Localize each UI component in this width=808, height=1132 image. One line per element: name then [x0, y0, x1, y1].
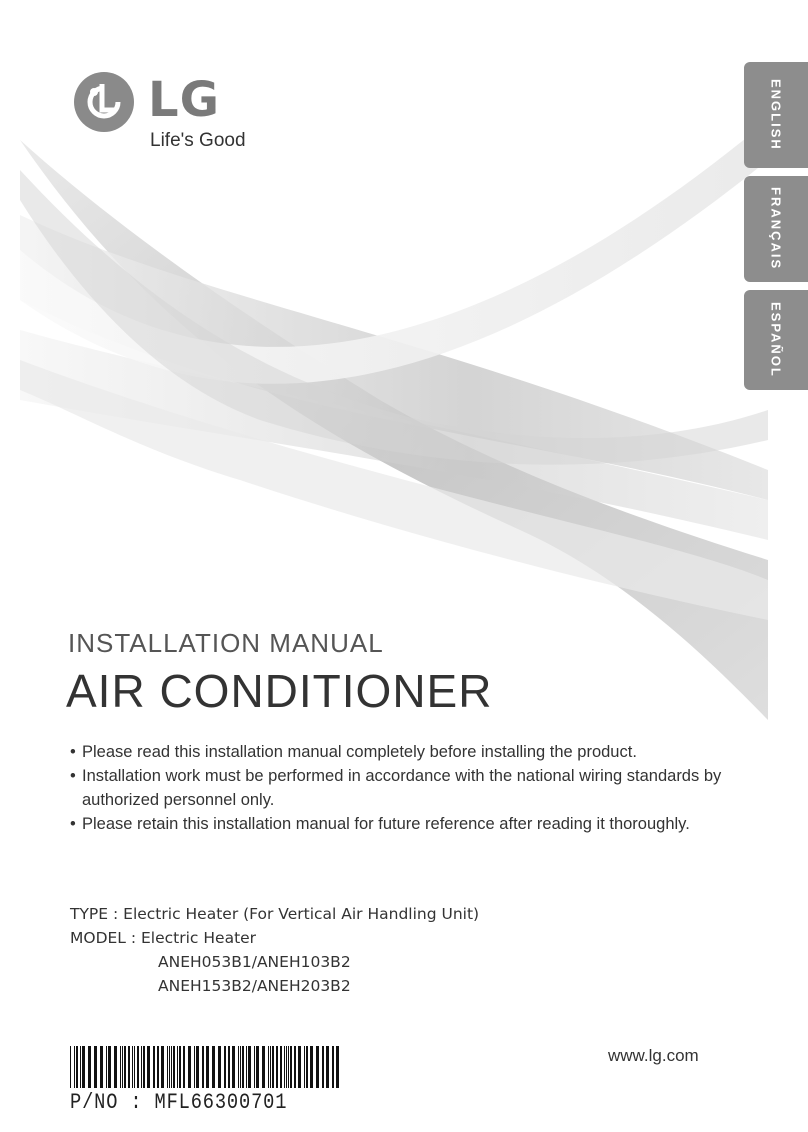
- website-url: www.lg.com: [608, 1046, 699, 1065]
- barcode-bar: [141, 1046, 142, 1088]
- barcode-bar: [280, 1046, 282, 1088]
- barcode-bar: [76, 1046, 78, 1088]
- barcode-bar: [80, 1046, 81, 1088]
- barcode-bar: [262, 1046, 265, 1088]
- manual-subtitle: INSTALLATION MANUAL: [68, 628, 384, 658]
- barcode-bar: [147, 1046, 150, 1088]
- tab-english[interactable]: [744, 62, 808, 168]
- barcode-bar: [106, 1046, 107, 1088]
- barcode-bar: [137, 1046, 139, 1088]
- barcode-bar: [194, 1046, 195, 1088]
- barcode-bar: [94, 1046, 97, 1088]
- barcode-bar: [134, 1046, 135, 1088]
- model-numbers-1: ANEH053B1/ANEH103B2: [158, 953, 351, 971]
- tab-english-label: ENGLISH: [768, 79, 784, 151]
- barcode-bar: [238, 1046, 239, 1088]
- barcode-bar: [310, 1046, 313, 1088]
- model-numbers-2: ANEH153B2/ANEH203B2: [158, 977, 351, 995]
- barcode-bar: [143, 1046, 145, 1088]
- barcode-bar: [88, 1046, 91, 1088]
- barcode-bar: [188, 1046, 191, 1088]
- barcode-bar: [286, 1046, 287, 1088]
- barcode-bar: [290, 1046, 292, 1088]
- barcode-bar: [268, 1046, 269, 1088]
- barcode-bar: [288, 1046, 289, 1088]
- barcode-bar: [153, 1046, 155, 1088]
- barcode-bar: [232, 1046, 235, 1088]
- barcode-bar: [326, 1046, 329, 1088]
- barcode-bar: [74, 1046, 75, 1088]
- barcode-bar: [124, 1046, 126, 1088]
- barcode-bar: [132, 1046, 133, 1088]
- note-item: • Installation work must be performed in accordance with the national wiring standards by authorized personnel only.: [70, 764, 740, 812]
- barcode-bar: [202, 1046, 204, 1088]
- barcode-bar: [294, 1046, 296, 1088]
- brand-name: LG: [148, 72, 220, 128]
- barcode-bar: [228, 1046, 230, 1088]
- part-number: P/NO : MFL66300701: [70, 1090, 288, 1115]
- barcode-bar: [298, 1046, 301, 1088]
- barcode-bar: [171, 1046, 172, 1088]
- barcode-bar: [108, 1046, 111, 1088]
- barcode-bar: [256, 1046, 259, 1088]
- barcode-bar: [167, 1046, 168, 1088]
- type-line: TYPE : Electric Heater (For Vertical Air Handling Unit): [70, 905, 480, 923]
- barcode-bar: [242, 1046, 244, 1088]
- tab-espanol-label: ESPAÑOL: [768, 302, 784, 378]
- note-item: • Please retain this installation manual for future reference after reading it thoroughly.: [70, 812, 740, 836]
- barcode-graphic: [70, 1046, 340, 1088]
- barcode-bar: [224, 1046, 226, 1088]
- barcode-bar: [306, 1046, 308, 1088]
- barcode-bar: [248, 1046, 251, 1088]
- tab-francais-label: FRANÇAIS: [768, 187, 784, 271]
- barcode-bar: [120, 1046, 121, 1088]
- model-line: MODEL : Electric Heater: [70, 929, 257, 947]
- barcode-bar: [246, 1046, 247, 1088]
- barcode-bar: [272, 1046, 274, 1088]
- manual-title: AIR CONDITIONER: [66, 665, 493, 717]
- barcode-bar: [336, 1046, 339, 1088]
- barcode-bar: [177, 1046, 178, 1088]
- barcode-bar: [169, 1046, 170, 1088]
- barcode-bar: [212, 1046, 215, 1088]
- barcode-bar: [218, 1046, 221, 1088]
- barcode-bar: [128, 1046, 130, 1088]
- product-spec: [70, 902, 479, 998]
- note-item: • Please read this installation manual completely before installing the product.: [70, 740, 740, 764]
- barcode-bar: [304, 1046, 305, 1088]
- barcode-bar: [122, 1046, 123, 1088]
- brand-logo: [72, 70, 262, 160]
- barcode-bar: [100, 1046, 103, 1088]
- barcode-bar: [270, 1046, 271, 1088]
- barcode-bar: [70, 1046, 71, 1088]
- barcode-bar: [284, 1046, 285, 1088]
- barcode-bar: [196, 1046, 199, 1088]
- barcode-bar: [254, 1046, 255, 1088]
- barcode-bar: [183, 1046, 185, 1088]
- barcode-bar: [206, 1046, 209, 1088]
- tab-espanol[interactable]: [744, 290, 808, 390]
- barcode-bar: [173, 1046, 175, 1088]
- tab-francais[interactable]: [744, 176, 808, 282]
- lg-face-logo-icon: [72, 70, 136, 134]
- barcode-bar: [82, 1046, 85, 1088]
- barcode-bar: [161, 1046, 164, 1088]
- barcode-bar: [276, 1046, 278, 1088]
- brand-tagline: Life's Good: [150, 130, 246, 151]
- barcode-bar: [114, 1046, 117, 1088]
- notes-list: [70, 740, 740, 836]
- barcode-bar: [316, 1046, 319, 1088]
- barcode-bar: [157, 1046, 159, 1088]
- barcode-bar: [322, 1046, 324, 1088]
- barcode-bar: [332, 1046, 334, 1088]
- barcode-bar: [240, 1046, 241, 1088]
- barcode-bar: [179, 1046, 181, 1088]
